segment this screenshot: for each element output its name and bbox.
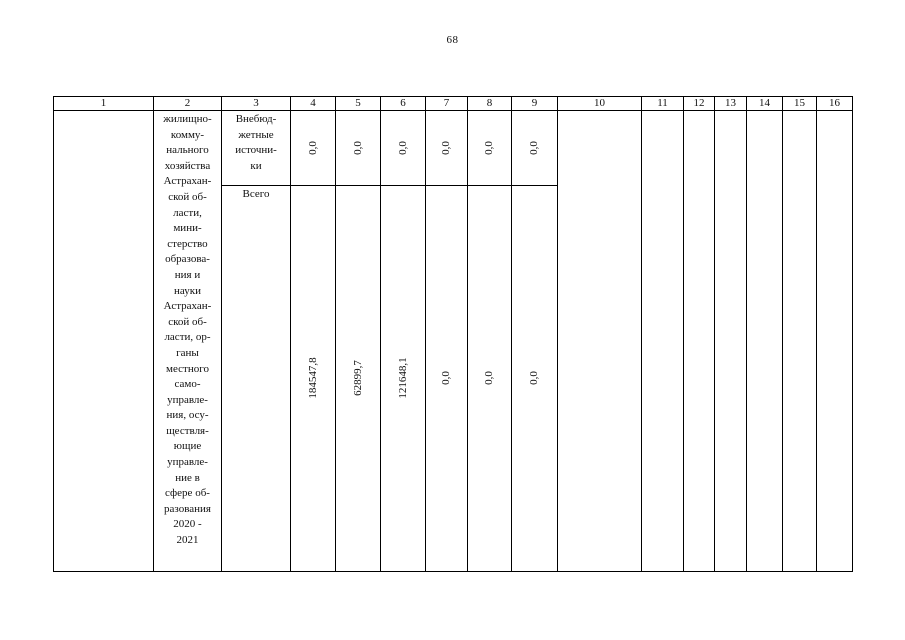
executor-line: ласти,: [173, 206, 202, 219]
executor-line: ния, осу-: [166, 409, 209, 422]
total-value: 121648,1: [397, 357, 409, 399]
executor-line: Астрахан-: [163, 175, 212, 188]
executor-line: хозяйства: [164, 159, 211, 172]
executor-line: ской об-: [168, 190, 207, 203]
total-value: 0,0: [528, 371, 540, 385]
executor-line: 2021: [176, 534, 199, 547]
col-divider: [683, 96, 684, 572]
column-header: 13: [725, 97, 736, 109]
extrabudget-value: 0,0: [397, 141, 409, 155]
column-header: 8: [486, 97, 493, 109]
executor-line: управле-: [167, 456, 208, 469]
extrabudget-value: 0,0: [528, 141, 540, 155]
source-total-cell: Всего: [242, 188, 270, 200]
executor-line: разования: [164, 502, 211, 515]
col-divider: [467, 96, 468, 572]
source-line: источни-: [235, 144, 277, 157]
executor-line: управле-: [167, 393, 208, 406]
col-divider: [641, 96, 642, 572]
column-header: 5: [355, 97, 361, 109]
row-divider: [221, 185, 557, 186]
column-header: 14: [759, 97, 770, 109]
executor-line: само-: [174, 378, 201, 391]
executor-line: местного: [166, 362, 209, 375]
column-header: 11: [657, 97, 668, 109]
column-header: 15: [794, 97, 805, 109]
col-divider: [290, 96, 291, 572]
source-line: Внебюд-: [235, 113, 277, 125]
executor-line: ющие: [173, 440, 202, 453]
extrabudget-value: 0,0: [440, 141, 452, 155]
column-header: 7: [443, 97, 450, 109]
col-divider: [557, 96, 558, 572]
total-value: 184547,8: [307, 357, 319, 399]
column-header: 12: [693, 97, 705, 109]
table-bottom-border: [53, 571, 853, 572]
executor-line: ласти, ор-: [164, 331, 211, 344]
header-bottom-border: [53, 110, 853, 111]
col-divider: [816, 96, 817, 572]
column-header: 6: [400, 97, 406, 109]
executor-line: ской об-: [168, 315, 207, 328]
col-divider: [511, 96, 512, 572]
executor-line: ганы: [176, 346, 199, 359]
total-value: 0,0: [483, 371, 495, 385]
executor-line: науки: [174, 284, 201, 297]
executor-line: стерство: [167, 237, 208, 250]
column-header: 4: [310, 97, 316, 109]
executor-line: 2020 -: [173, 518, 202, 531]
table-left-border: [53, 96, 54, 572]
total-value: 62899,7: [352, 360, 364, 396]
executor-line: жилищно-: [163, 113, 212, 125]
executor-line: комму-: [170, 128, 205, 141]
table-right-border: [852, 96, 853, 572]
extrabudget-value: 0,0: [352, 141, 364, 155]
column-header: 3: [253, 97, 259, 109]
executor-cell: [154, 112, 221, 549]
col-divider: [380, 96, 381, 572]
budget-table: [53, 96, 853, 572]
page-number: 68: [446, 34, 459, 46]
executor-line: сфере об-: [165, 487, 210, 500]
extrabudget-value: 0,0: [483, 141, 495, 155]
col-divider: [746, 96, 747, 572]
column-header: 1: [100, 97, 107, 109]
col-divider: [714, 96, 715, 572]
executor-line: Астрахан-: [163, 300, 212, 313]
executor-line: нального: [166, 144, 209, 157]
source-extrabudget-cell: [222, 112, 290, 174]
executor-line: образова-: [165, 253, 210, 266]
executor-line: ния и: [174, 268, 201, 281]
extrabudget-value: 0,0: [307, 141, 319, 155]
executor-line: ществля-: [166, 424, 209, 437]
col-divider: [425, 96, 426, 572]
col-divider: [782, 96, 783, 572]
column-header: 10: [594, 97, 605, 109]
source-line: жетные: [238, 128, 274, 141]
executor-line: мини-: [173, 222, 202, 235]
source-line: ки: [250, 159, 262, 172]
column-header: 9: [531, 97, 538, 109]
total-value: 0,0: [440, 371, 452, 385]
column-header: 2: [184, 97, 191, 109]
column-header: 16: [829, 97, 840, 109]
col-divider: [335, 96, 336, 572]
executor-line: ние в: [175, 471, 200, 484]
